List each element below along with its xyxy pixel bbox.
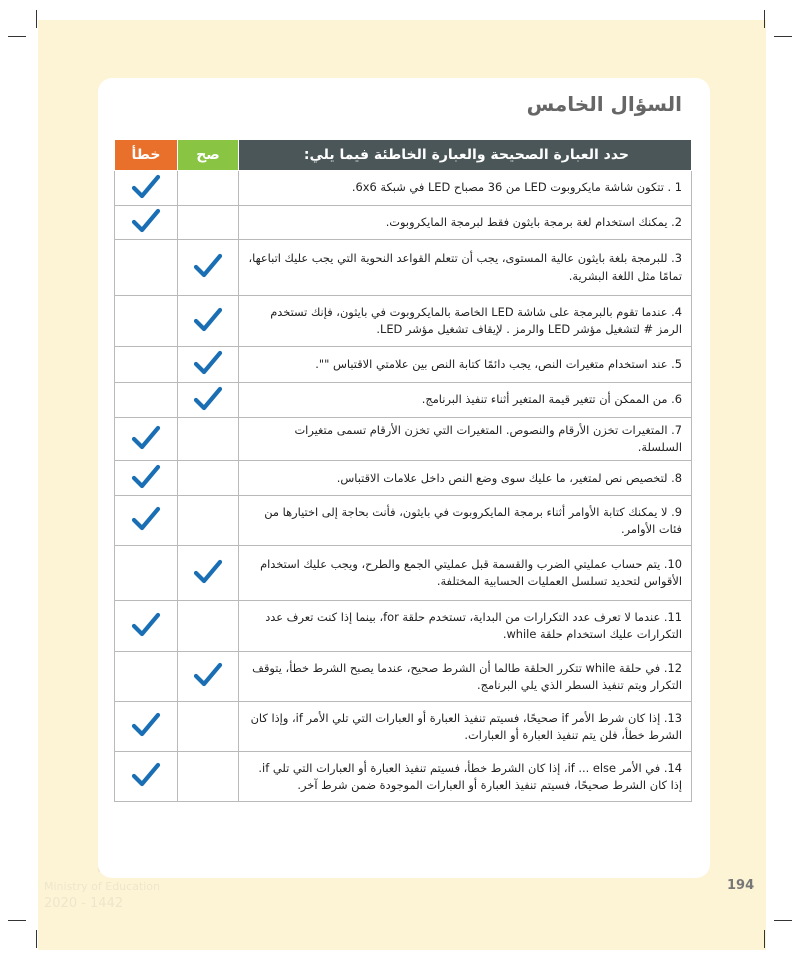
true-cell bbox=[178, 752, 239, 802]
crop-mark bbox=[36, 10, 37, 28]
table-row bbox=[115, 546, 692, 601]
true-cell bbox=[178, 296, 239, 347]
check-icon bbox=[193, 307, 223, 333]
statement-text: 3. للبرمجة بلغة بايثون عالية المستوى، يجب أن تتعلم القواعد النحوية التي يجب عليك اتباعها، تمامًا مثل اللغة البشرية. bbox=[239, 240, 692, 296]
false-cell bbox=[115, 347, 178, 383]
true-false-table bbox=[114, 139, 692, 802]
true-cell bbox=[178, 601, 239, 652]
crop-mark bbox=[764, 930, 765, 948]
crop-mark bbox=[8, 36, 26, 37]
table-row bbox=[115, 418, 692, 461]
false-cell bbox=[115, 418, 178, 461]
false-cell bbox=[115, 240, 178, 296]
false-cell bbox=[115, 496, 178, 546]
check-icon bbox=[193, 559, 223, 585]
true-cell bbox=[178, 347, 239, 383]
statement-text: 2. يمكنك استخدام لغة برمجة بايثون فقط لبرمجة المايكروبوت. bbox=[239, 206, 692, 240]
table-row bbox=[115, 702, 692, 752]
watermark-english: Ministry of Education bbox=[44, 880, 161, 893]
crop-mark bbox=[36, 930, 37, 948]
crop-mark bbox=[8, 920, 26, 921]
table-header-row bbox=[115, 140, 692, 171]
statement-text: 11. عندما لا تعرف عدد التكرارات من البداية، تستخدم حلقة for، بينما إذا كنت تعرف عدد التكرارات عليك استخدام حلقة while. bbox=[239, 601, 692, 652]
statement-text: 8. لتخصيص نص لمتغير، ما عليك سوى وضع النص داخل علامات الاقتباس. bbox=[239, 461, 692, 496]
true-cell bbox=[178, 240, 239, 296]
table-row bbox=[115, 240, 692, 296]
check-icon bbox=[193, 350, 223, 376]
false-cell bbox=[115, 752, 178, 802]
statement-text: 5. عند استخدام متغيرات النص، يجب دائمًا كتابة النص بين علامتي الاقتباس "". bbox=[239, 347, 692, 383]
statement-text: 9. لا يمكنك كتابة الأوامر أثناء برمجة المايكروبوت في بايثون، فأنت بحاجة إلى اختيارها من فئات الأوامر. bbox=[239, 496, 692, 546]
false-cell bbox=[115, 461, 178, 496]
check-icon bbox=[131, 506, 161, 532]
crop-mark bbox=[774, 920, 792, 921]
crop-mark bbox=[774, 36, 792, 37]
statement-text: 1 . تتكون شاشة مايكروبوت LED من 36 مصباح LED في شبكة 6x6. bbox=[239, 171, 692, 206]
false-cell bbox=[115, 601, 178, 652]
check-icon bbox=[131, 612, 161, 638]
page-number: 194 bbox=[727, 878, 755, 893]
check-icon bbox=[131, 464, 161, 490]
statement-text: 6. من الممكن أن تتغير قيمة المتغير أثناء تنفيذ البرنامج. bbox=[239, 383, 692, 418]
false-cell bbox=[115, 206, 178, 240]
true-cell bbox=[178, 206, 239, 240]
table-row bbox=[115, 383, 692, 418]
header-false: خطأ bbox=[115, 140, 178, 171]
true-cell bbox=[178, 496, 239, 546]
question-card bbox=[98, 78, 710, 878]
check-icon bbox=[131, 712, 161, 738]
crop-mark bbox=[764, 10, 765, 28]
header-true: صح bbox=[178, 140, 239, 171]
true-cell bbox=[178, 171, 239, 206]
check-icon bbox=[131, 208, 161, 234]
check-icon bbox=[193, 662, 223, 688]
table-row bbox=[115, 496, 692, 546]
true-cell bbox=[178, 461, 239, 496]
statement-text: 7. المتغيرات تخزن الأرقام والنصوص. المتغيرات التي تخزن الأرقام تسمى متغيرات السلسلة. bbox=[239, 418, 692, 461]
false-cell bbox=[115, 702, 178, 752]
table-row bbox=[115, 652, 692, 702]
true-cell bbox=[178, 652, 239, 702]
watermark-year: 2020 - 1442 bbox=[44, 896, 124, 911]
false-cell bbox=[115, 171, 178, 206]
check-icon bbox=[131, 174, 161, 200]
statement-text: 4. عندما تقوم بالبرمجة على شاشة LED الخاصة بالمايكروبوت في بايثون، فإنك تستخدم الرمز # لتشغيل مؤشر LED والرمز . لإيقاف تشغيل مؤشر LED. bbox=[239, 296, 692, 347]
statement-text: 12. في حلقة while تتكرر الحلقة طالما أن الشرط صحيح، عندما يصبح الشرط خطأ، يتوقف التكرار ويتم تنفيذ السطر الذي يلي البرنامج. bbox=[239, 652, 692, 702]
true-cell bbox=[178, 418, 239, 461]
false-cell bbox=[115, 383, 178, 418]
true-cell bbox=[178, 546, 239, 601]
false-cell bbox=[115, 296, 178, 347]
header-question: حدد العبارة الصحيحة والعبارة الخاطئة فيما يلي: bbox=[239, 140, 692, 171]
false-cell bbox=[115, 546, 178, 601]
table-row bbox=[115, 461, 692, 496]
table-row bbox=[115, 347, 692, 383]
false-cell bbox=[115, 652, 178, 702]
statement-text: 13. إذا كان شرط الأمر if صحيحًا، فسيتم تنفيذ العبارة أو العبارات التي تلي الأمر if، وإذا كان الشرط خطأ، فلن يتم تنفيذ العبارة أو العبارات. bbox=[239, 702, 692, 752]
true-cell bbox=[178, 702, 239, 752]
table-row bbox=[115, 296, 692, 347]
statement-text: 10. يتم حساب عمليتي الضرب والقسمة قبل عمليتي الجمع والطرح، ويجب عليك استخدام الأقواس لتحديد تسلسل العمليات الحسابية المختلفة. bbox=[239, 546, 692, 601]
check-icon bbox=[131, 762, 161, 788]
table-row bbox=[115, 206, 692, 240]
statement-text: 14. في الأمر if ... else، إذا كان الشرط خطأ، فسيتم تنفيذ العبارة أو العبارات التي تلي if. إذا كان الشرط صحيحًا، فسيتم تنفيذ العبارة أو العبارات الموجودة ضمن شرط آخر. bbox=[239, 752, 692, 802]
table-row bbox=[115, 171, 692, 206]
check-icon bbox=[131, 425, 161, 451]
true-cell bbox=[178, 383, 239, 418]
check-icon bbox=[193, 386, 223, 412]
check-icon bbox=[193, 253, 223, 279]
table-row bbox=[115, 601, 692, 652]
page-title: السؤال الخامس bbox=[526, 92, 682, 116]
table-row bbox=[115, 752, 692, 802]
